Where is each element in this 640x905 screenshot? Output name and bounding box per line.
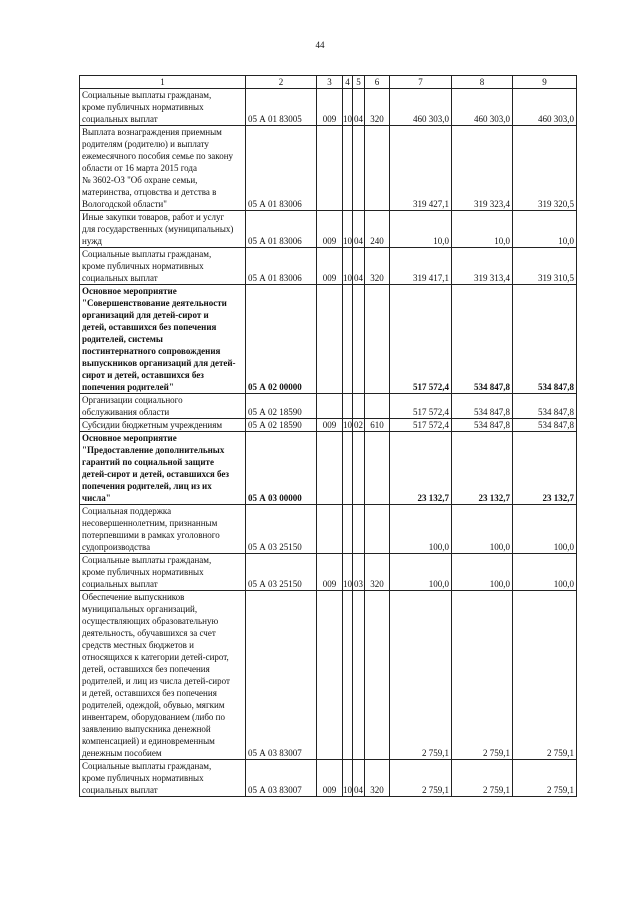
column-header: 5 <box>353 76 365 89</box>
row-code-text: 05 А 02 18590 <box>248 420 302 430</box>
row-section-cell <box>343 89 353 126</box>
row-section-cell <box>343 419 353 432</box>
row-name-cell <box>80 89 246 126</box>
row-value-col7-cell <box>390 591 452 760</box>
row-value-col9-cell <box>513 591 577 760</box>
row-value-col7-text: 100,0 <box>428 579 449 589</box>
row-code-cell <box>246 760 317 797</box>
row-section-text: 10 <box>343 236 352 246</box>
row-value-col9-cell <box>513 394 577 419</box>
row-value-col9-text: 2 759,1 <box>547 748 574 758</box>
row-section-cell <box>343 432 353 505</box>
row-name-text: Основное мероприятие "Совершенствование деятельности организаций для детей-сирот и детей, оставшихся без попечения родителей, системы постинтернатного сопровождения выпускников организаций для детей- сирот и детей, оставшихся без попечения родителей" <box>82 286 236 392</box>
column-header: 3 <box>317 76 343 89</box>
row-value-col9-text: 534 847,8 <box>538 407 574 417</box>
row-value-col7-text: 517 572,4 <box>413 420 449 430</box>
row-value-col7-text: 2 759,1 <box>422 785 449 795</box>
table-row <box>80 211 577 248</box>
table-row <box>80 760 577 797</box>
row-value-col8-text: 319 313,4 <box>474 273 510 283</box>
row-value-col8-text: 534 847,8 <box>474 420 510 430</box>
row-department-text: 009 <box>322 114 337 124</box>
row-department-cell <box>317 248 343 285</box>
row-value-col8-text: 23 132,7 <box>478 493 510 503</box>
row-value-col9-text: 460 303,0 <box>538 114 574 124</box>
table-header-row <box>80 76 577 89</box>
row-value-col8-cell <box>452 89 513 126</box>
row-name-cell <box>80 554 246 591</box>
row-code-text: 05 А 01 83006 <box>248 236 302 246</box>
row-expense-type-text: 320 <box>370 579 384 589</box>
row-department-cell <box>317 126 343 211</box>
row-name-cell <box>80 432 246 505</box>
row-name-text: Социальные выплаты гражданам, кроме публичных нормативных социальных выплат <box>82 249 212 283</box>
row-value-col9-text: 100,0 <box>553 579 574 589</box>
row-section-cell <box>343 394 353 419</box>
row-section-cell <box>343 554 353 591</box>
row-value-col7-cell <box>390 554 452 591</box>
table-row <box>80 394 577 419</box>
row-value-col7-text: 319 427,1 <box>413 199 449 209</box>
row-section-text: 10 <box>343 785 352 795</box>
row-name-text: Социальная поддержка несовершеннолетним, признанным потерпевшими в рамках уголовного судопроизводства <box>82 506 220 552</box>
row-value-col7-text: 319 417,1 <box>413 273 449 283</box>
row-name-cell <box>80 285 246 394</box>
row-subsection-text: 04 <box>354 273 363 283</box>
table-row <box>80 432 577 505</box>
row-expense-type-text: 610 <box>370 420 384 430</box>
row-value-col8-cell <box>452 554 513 591</box>
row-code-text: 05 А 03 25150 <box>248 579 302 589</box>
row-department-text: 009 <box>322 785 337 795</box>
row-subsection-cell <box>353 432 365 505</box>
row-code-cell <box>246 554 317 591</box>
row-value-col8-cell <box>452 505 513 554</box>
row-department-cell <box>317 211 343 248</box>
row-value-col9-cell <box>513 760 577 797</box>
row-subsection-text: 03 <box>354 579 363 589</box>
row-name-cell <box>80 211 246 248</box>
column-header: 4 <box>343 76 353 89</box>
row-name-text: Обеспечение выпускников муниципальных организаций, осуществляющих образовательную деятельность, обучавшихся за счет средств местных бюджетов и относящихся к категории детей-сирот, детей, оставшихся без попечения родителей, и лиц из числа детей-сирот и детей, оставшихся без попечения родителей, одеждой, обувью, мягким инвентарем, оборудованием (либо по заявлению выпускника денежной компенсацией) и единовременным денежным пособием <box>82 592 230 758</box>
row-value-col8-text: 2 759,1 <box>483 785 510 795</box>
row-department-cell <box>317 591 343 760</box>
row-value-col7-text: 100,0 <box>428 542 449 552</box>
row-section-cell <box>343 505 353 554</box>
row-name-cell <box>80 505 246 554</box>
row-value-col8-cell <box>452 211 513 248</box>
budget-table <box>79 75 577 797</box>
row-code-text: 05 А 02 18590 <box>248 407 302 417</box>
row-value-col9-text: 319 320,5 <box>538 199 574 209</box>
row-subsection-cell <box>353 760 365 797</box>
row-value-col8-text: 534 847,8 <box>474 382 510 392</box>
column-header: 1 <box>80 76 246 89</box>
table-row <box>80 248 577 285</box>
row-value-col7-text: 2 759,1 <box>422 748 449 758</box>
column-header: 2 <box>246 76 317 89</box>
row-value-col9-text: 2 759,1 <box>547 785 574 795</box>
row-name-text: Организации социального обслуживания области <box>82 395 183 417</box>
row-value-col9-text: 319 310,5 <box>538 273 574 283</box>
row-value-col8-cell <box>452 248 513 285</box>
row-code-text: 05 А 03 25150 <box>248 542 302 552</box>
table-row <box>80 591 577 760</box>
row-name-text: Социальные выплаты гражданам, кроме публичных нормативных социальных выплат <box>82 761 212 795</box>
row-value-col9-text: 534 847,8 <box>538 420 574 430</box>
row-section-cell <box>343 126 353 211</box>
row-value-col8-cell <box>452 394 513 419</box>
table-row <box>80 419 577 432</box>
row-value-col8-text: 319 323,4 <box>474 199 510 209</box>
row-value-col9-cell <box>513 554 577 591</box>
row-value-col7-cell <box>390 432 452 505</box>
table-row <box>80 126 577 211</box>
row-name-cell <box>80 394 246 419</box>
row-expense-type-cell <box>365 89 390 126</box>
table-row <box>80 285 577 394</box>
row-value-col7-text: 517 572,4 <box>413 407 449 417</box>
row-name-cell <box>80 419 246 432</box>
row-name-text: Социальные выплаты гражданам, кроме публичных нормативных социальных выплат <box>82 555 212 589</box>
row-department-text: 009 <box>322 273 337 283</box>
row-name-text: Основное мероприятие "Предоставление дополнительных гарантий по социальной защите детей-сирот и детей, оставшихся без попечения родителей, лиц из их числа" <box>82 433 229 503</box>
row-value-col8-cell <box>452 126 513 211</box>
column-header: 8 <box>452 76 513 89</box>
row-value-col8-cell <box>452 591 513 760</box>
row-department-cell <box>317 419 343 432</box>
row-expense-type-text: 320 <box>370 785 384 795</box>
row-department-text: 009 <box>322 420 337 430</box>
row-value-col9-cell <box>513 126 577 211</box>
row-value-col9-cell <box>513 419 577 432</box>
row-subsection-cell <box>353 211 365 248</box>
row-code-cell <box>246 248 317 285</box>
row-department-cell <box>317 760 343 797</box>
row-value-col9-text: 100,0 <box>553 542 574 552</box>
column-header: 7 <box>390 76 452 89</box>
row-code-cell <box>246 394 317 419</box>
row-expense-type-text: 240 <box>370 236 384 246</box>
row-code-cell <box>246 126 317 211</box>
column-header: 6 <box>365 76 390 89</box>
table-row <box>80 505 577 554</box>
row-value-col8-cell <box>452 285 513 394</box>
row-subsection-text: 04 <box>354 236 363 246</box>
row-department-cell <box>317 89 343 126</box>
row-subsection-cell <box>353 248 365 285</box>
row-subsection-cell <box>353 591 365 760</box>
row-name-cell <box>80 126 246 211</box>
row-code-cell <box>246 505 317 554</box>
row-value-col9-cell <box>513 432 577 505</box>
row-code-text: 05 А 01 83006 <box>248 273 302 283</box>
row-value-col8-cell <box>452 432 513 505</box>
row-code-text: 05 А 02 00000 <box>248 382 302 392</box>
row-code-cell <box>246 591 317 760</box>
row-subsection-text: 04 <box>354 785 363 795</box>
row-value-col7-text: 23 132,7 <box>417 493 449 503</box>
row-value-col7-cell <box>390 285 452 394</box>
row-value-col7-cell <box>390 126 452 211</box>
row-value-col7-cell <box>390 248 452 285</box>
row-expense-type-cell <box>365 285 390 394</box>
row-department-text: 009 <box>322 236 337 246</box>
row-expense-type-text: 320 <box>370 114 384 124</box>
row-name-text: Субсидии бюджетным учреждениям <box>82 420 223 430</box>
row-section-cell <box>343 591 353 760</box>
row-code-text: 05 А 03 00000 <box>248 493 302 503</box>
row-section-cell <box>343 248 353 285</box>
row-name-cell <box>80 760 246 797</box>
row-value-col9-cell <box>513 285 577 394</box>
row-value-col8-cell <box>452 760 513 797</box>
row-code-text: 05 А 01 83005 <box>248 114 302 124</box>
row-expense-type-cell <box>365 419 390 432</box>
row-name-text: Выплата вознаграждения приемным родителям (родителю) и выплату ежемесячного пособия семье по закону области от 16 марта 2015 года № 3602-ОЗ "Об охране семьи, материнства, отцовства и детства в Вологодской области" <box>82 127 234 209</box>
row-value-col7-text: 460 303,0 <box>413 114 449 124</box>
row-value-col8-text: 534 847,8 <box>474 407 510 417</box>
row-value-col7-cell <box>390 394 452 419</box>
row-expense-type-cell <box>365 126 390 211</box>
row-code-cell <box>246 89 317 126</box>
row-value-col9-cell <box>513 211 577 248</box>
row-subsection-cell <box>353 89 365 126</box>
row-subsection-cell <box>353 505 365 554</box>
row-name-text: Социальные выплаты гражданам, кроме публичных нормативных социальных выплат <box>82 90 212 124</box>
row-expense-type-text: 320 <box>370 273 384 283</box>
row-subsection-cell <box>353 419 365 432</box>
row-section-text: 10 <box>343 420 352 430</box>
row-name-text: Иные закупки товаров, работ и услуг для государственных (муниципальных) нужд <box>82 212 234 246</box>
row-expense-type-cell <box>365 211 390 248</box>
row-value-col8-cell <box>452 419 513 432</box>
row-section-cell <box>343 285 353 394</box>
page-number: 44 <box>315 40 325 50</box>
row-value-col9-text: 23 132,7 <box>542 493 574 503</box>
table-row <box>80 554 577 591</box>
row-value-col7-cell <box>390 419 452 432</box>
row-expense-type-cell <box>365 432 390 505</box>
row-section-cell <box>343 211 353 248</box>
row-subsection-cell <box>353 394 365 419</box>
row-value-col9-cell <box>513 248 577 285</box>
row-value-col7-text: 517 572,4 <box>413 382 449 392</box>
row-subsection-cell <box>353 126 365 211</box>
row-expense-type-cell <box>365 591 390 760</box>
row-expense-type-cell <box>365 554 390 591</box>
column-header: 9 <box>513 76 577 89</box>
row-code-text: 05 А 03 83007 <box>248 748 302 758</box>
row-department-cell <box>317 394 343 419</box>
row-name-cell <box>80 591 246 760</box>
row-department-cell <box>317 285 343 394</box>
row-department-cell <box>317 554 343 591</box>
row-value-col7-cell <box>390 211 452 248</box>
row-expense-type-cell <box>365 394 390 419</box>
row-department-cell <box>317 505 343 554</box>
row-section-text: 10 <box>343 114 352 124</box>
row-value-col7-cell <box>390 760 452 797</box>
row-value-col9-text: 534 847,8 <box>538 382 574 392</box>
row-section-cell <box>343 760 353 797</box>
row-name-cell <box>80 248 246 285</box>
row-value-col8-text: 100,0 <box>489 542 510 552</box>
row-expense-type-cell <box>365 505 390 554</box>
row-code-text: 05 А 01 83006 <box>248 199 302 209</box>
row-subsection-cell <box>353 554 365 591</box>
row-code-text: 05 А 03 83007 <box>248 785 302 795</box>
row-section-text: 10 <box>343 579 352 589</box>
row-department-text: 009 <box>322 579 337 589</box>
row-value-col8-text: 460 303,0 <box>474 114 510 124</box>
row-code-cell <box>246 211 317 248</box>
row-value-col8-text: 100,0 <box>489 579 510 589</box>
row-value-col9-cell <box>513 505 577 554</box>
row-section-text: 10 <box>343 273 352 283</box>
row-expense-type-cell <box>365 760 390 797</box>
row-expense-type-cell <box>365 248 390 285</box>
row-value-col9-text: 10,0 <box>558 236 574 246</box>
row-value-col7-text: 10,0 <box>433 236 449 246</box>
row-code-cell <box>246 432 317 505</box>
row-value-col7-cell <box>390 89 452 126</box>
row-department-cell <box>317 432 343 505</box>
row-value-col8-text: 10,0 <box>494 236 510 246</box>
table-row <box>80 89 577 126</box>
row-value-col7-cell <box>390 505 452 554</box>
row-subsection-cell <box>353 285 365 394</box>
row-code-cell <box>246 419 317 432</box>
row-subsection-text: 02 <box>354 420 363 430</box>
row-value-col8-text: 2 759,1 <box>483 748 510 758</box>
row-subsection-text: 04 <box>354 114 363 124</box>
row-code-cell <box>246 285 317 394</box>
row-value-col9-cell <box>513 89 577 126</box>
